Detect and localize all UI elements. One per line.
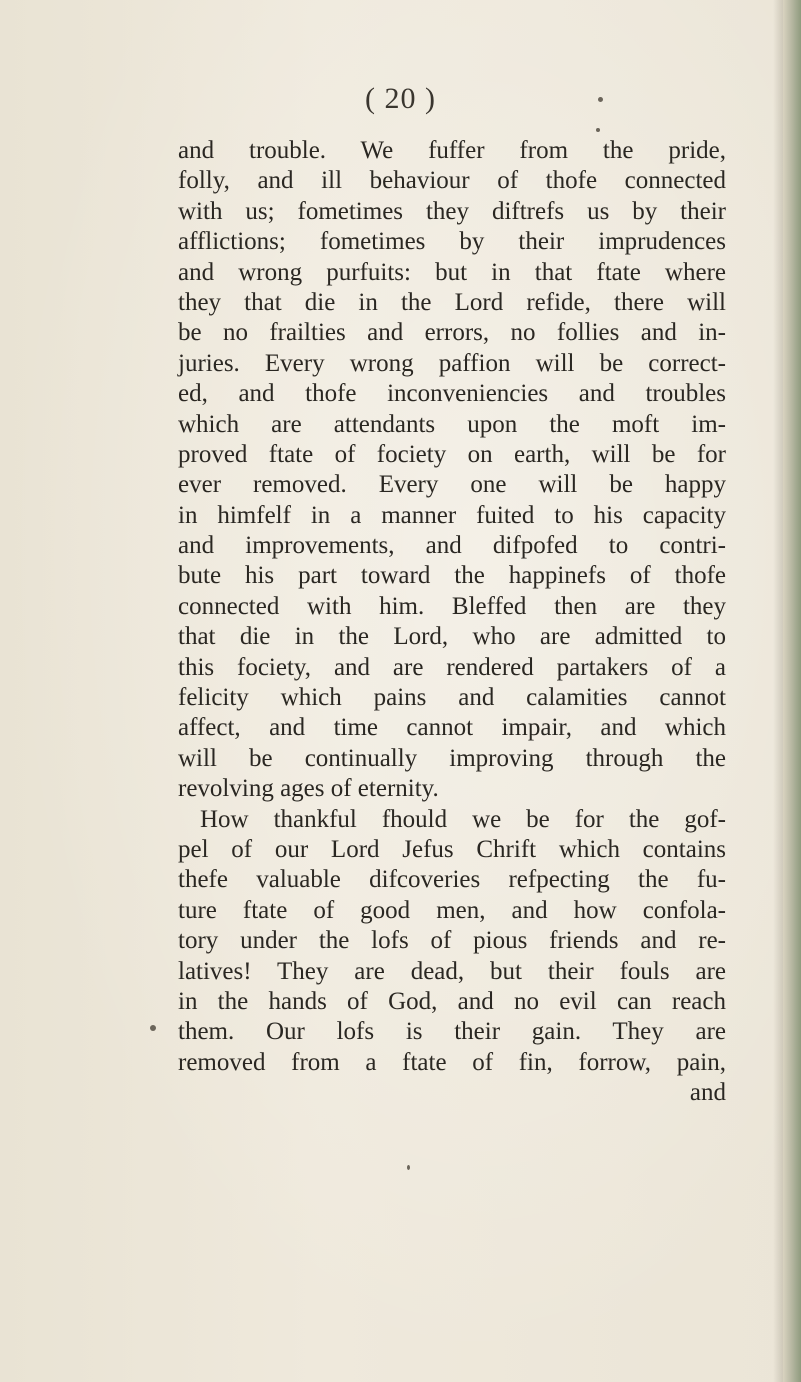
text-line: latives! They are dead, but their fouls are [178,957,726,985]
text-line: proved ftate of fociety on earth, will be for [178,440,726,468]
text-line: and wrong purfuits: but in that ftate where [178,258,726,286]
text-line: ed, and thofe inconveniencies and troubles [178,380,726,408]
text-line: tory under the lofs of pious friends and re- [178,927,726,955]
text-line: this fociety, and are rendered partakers of a [178,653,726,681]
catchword: and [689,1079,726,1107]
page-number: ( 20 ) [365,82,436,115]
ink-speck [596,128,600,132]
text-line: them. Our lofs is their gain. They are [178,1018,726,1046]
ink-speck [407,1165,410,1170]
text-line: revolving ages of eternity. [178,775,439,803]
ink-speck [150,1025,156,1031]
text-line: juries. Every wrong paffion will be correct- [178,349,726,377]
text-line: in the hands of God, and no evil can reach [178,987,726,1015]
text-line: How thankful fhould we be for the gof- [200,805,726,833]
text-line: ture ftate of good men, and how confola- [178,896,726,924]
ink-speck [598,97,603,102]
adjacent-page-edge [783,0,801,1382]
text-line: and trouble. We fuffer from the pride, [178,137,726,164]
text-line: that die in the Lord, who are admitted to [178,623,726,651]
text-line: felicity which pains and calamities cannot [178,684,726,712]
text-line: pel of our Lord Jefus Chrift which contains [178,835,726,863]
text-line: folly, and ill behaviour of thofe connected [178,167,726,195]
text-line: and improvements, and difpofed to contri- [178,532,726,560]
text-line: removed from a ftate of fin, forrow, pain, [178,1048,726,1076]
text-line: which are attendants upon the moft im- [178,410,726,438]
text-line: affect, and time cannot impair, and which [178,714,726,742]
text-line: be no frailties and errors, no follies and in- [178,319,726,347]
page-edge-shadow [773,0,783,1382]
text-line: in himfelf in a manner fuited to his capacity [178,501,726,529]
text-line: they that die in the Lord refide, there will [178,288,726,316]
text-line: thefe valuable difcoveries refpecting the fu- [178,866,726,894]
text-line: with us; fometimes they diftrefs us by their [178,197,726,225]
text-line: connected with him. Bleffed then are they [178,592,726,620]
text-line: ever removed. Every one will be happy [178,471,726,499]
text-line: afflictions; fometimes by their imprudences [178,228,726,256]
text-line: will be continually improving through the [178,744,726,772]
body-text [178,136,726,1109]
text-line: bute his part toward the happinefs of thofe [178,562,726,590]
